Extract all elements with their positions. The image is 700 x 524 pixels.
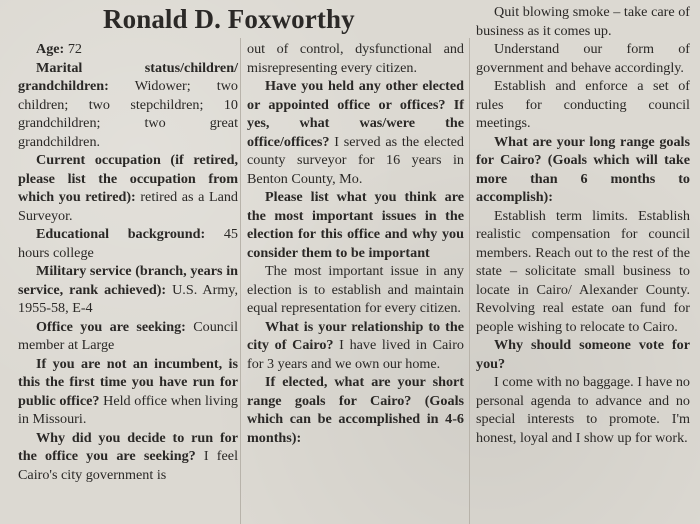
- answer-text: I have lived in Cairo for 3 years and we own our home.: [247, 337, 464, 372]
- answer-paragraph: [18, 318, 238, 355]
- answer-paragraph: [247, 262, 464, 318]
- answer-text: Establish term limits. Establish realistic compensation for council members. Reach out to the rest of the state – solicitate small business to locate in Cairo/ Alexander County. Revolving real estate oan fund for people wishing to relocate to Cairo.: [476, 207, 690, 335]
- question-label: Marital status/children/ grandchildren:: [18, 59, 238, 94]
- answer-paragraph: [18, 40, 238, 59]
- answer-paragraph: [476, 336, 690, 373]
- question-label: Educational background:: [36, 226, 206, 242]
- answer-text: I served as the elected county surveyor for 16 years in Benton County, Mo.: [247, 133, 464, 187]
- answer-text: I come with no baggage. I have no personal agenda to advance and no special interests to promote. I'm honest, loyal and I show up for work.: [476, 374, 690, 446]
- article-column-1: [18, 40, 238, 524]
- answer-paragraph: [18, 355, 238, 429]
- answer-paragraph: [18, 429, 238, 485]
- answer-paragraph: [476, 3, 690, 40]
- column-divider: [240, 38, 241, 524]
- question-label: If you are not an incumbent, is this the first time you have run for public office?: [18, 355, 238, 409]
- answer-paragraph: [247, 40, 464, 77]
- answer-paragraph: [18, 262, 238, 318]
- answer-text: Establish and enforce a set of rules for conducting council meetings.: [476, 78, 690, 131]
- answer-text: Council member at Large: [18, 318, 238, 353]
- answer-paragraph: [247, 77, 464, 188]
- question-label: What are your long range goals for Cairo? (Goals which will take more than 6 months to accomplish):: [476, 133, 690, 205]
- answer-text: Quit blowing smoke – take care of business as it comes up.: [476, 4, 690, 39]
- question-label: Please list what you think are the most important issues in the election for this office and why you consider them to be important: [247, 189, 464, 261]
- answer-text: The most important issue in any election is to establish and maintain equal representation for every citizen.: [247, 263, 464, 316]
- question-label: Current occupation (if retired, please list the occupation from which you retired):: [18, 152, 238, 205]
- question-label: Why did you decide to run for the office you are seeking?: [18, 429, 238, 464]
- answer-text: retired as a Land Surveyor.: [18, 189, 238, 224]
- answer-paragraph: [476, 207, 690, 337]
- answer-paragraph: [247, 318, 464, 374]
- answer-text: 45 hours college: [18, 226, 238, 261]
- answer-paragraph: [476, 133, 690, 207]
- column-divider: [469, 38, 470, 524]
- answer-text: Widower; two children; two stepchildren; 10 grandchildren; two great grandchildren.: [18, 78, 238, 150]
- question-label: What is your relationship to the city of Cairo?: [247, 318, 464, 353]
- question-label: If elected, what are your short range goals for Cairo? (Goals which can be accomplished in 4-6 months):: [247, 374, 464, 446]
- answer-paragraph: [18, 225, 238, 262]
- answer-paragraph: [476, 77, 690, 133]
- question-label: Office you are seeking:: [36, 318, 186, 335]
- question-label: Military service (branch, years in service, rank achieved):: [18, 263, 238, 298]
- answer-text: Understand our form of government and behave accordingly.: [476, 41, 690, 76]
- page-title: Ronald D. Foxworthy: [103, 4, 355, 34]
- answer-paragraph: [476, 373, 690, 447]
- answer-paragraph: [247, 373, 464, 447]
- answer-text: 72: [64, 41, 82, 57]
- article-column-3: [476, 3, 690, 524]
- answer-paragraph: [476, 40, 690, 77]
- answer-text: U.S. Army, 1955-58, E-4: [18, 281, 238, 316]
- question-label: Why should someone vote for you?: [476, 337, 690, 372]
- question-label: Have you held any other elected or appointed office or offices? If yes, what was/were the office/offices?: [247, 78, 464, 150]
- answer-paragraph: [18, 59, 238, 152]
- answer-paragraph: [247, 188, 464, 262]
- answer-text: Held office when living in Missouri.: [18, 392, 238, 427]
- answer-text: out of control, dysfunctional and misrepresenting every citizen.: [247, 41, 464, 76]
- article-column-2: [247, 40, 464, 524]
- question-label: Age:: [36, 41, 65, 57]
- answer-text: I feel Cairo's city government is: [18, 448, 238, 483]
- answer-paragraph: [18, 151, 238, 225]
